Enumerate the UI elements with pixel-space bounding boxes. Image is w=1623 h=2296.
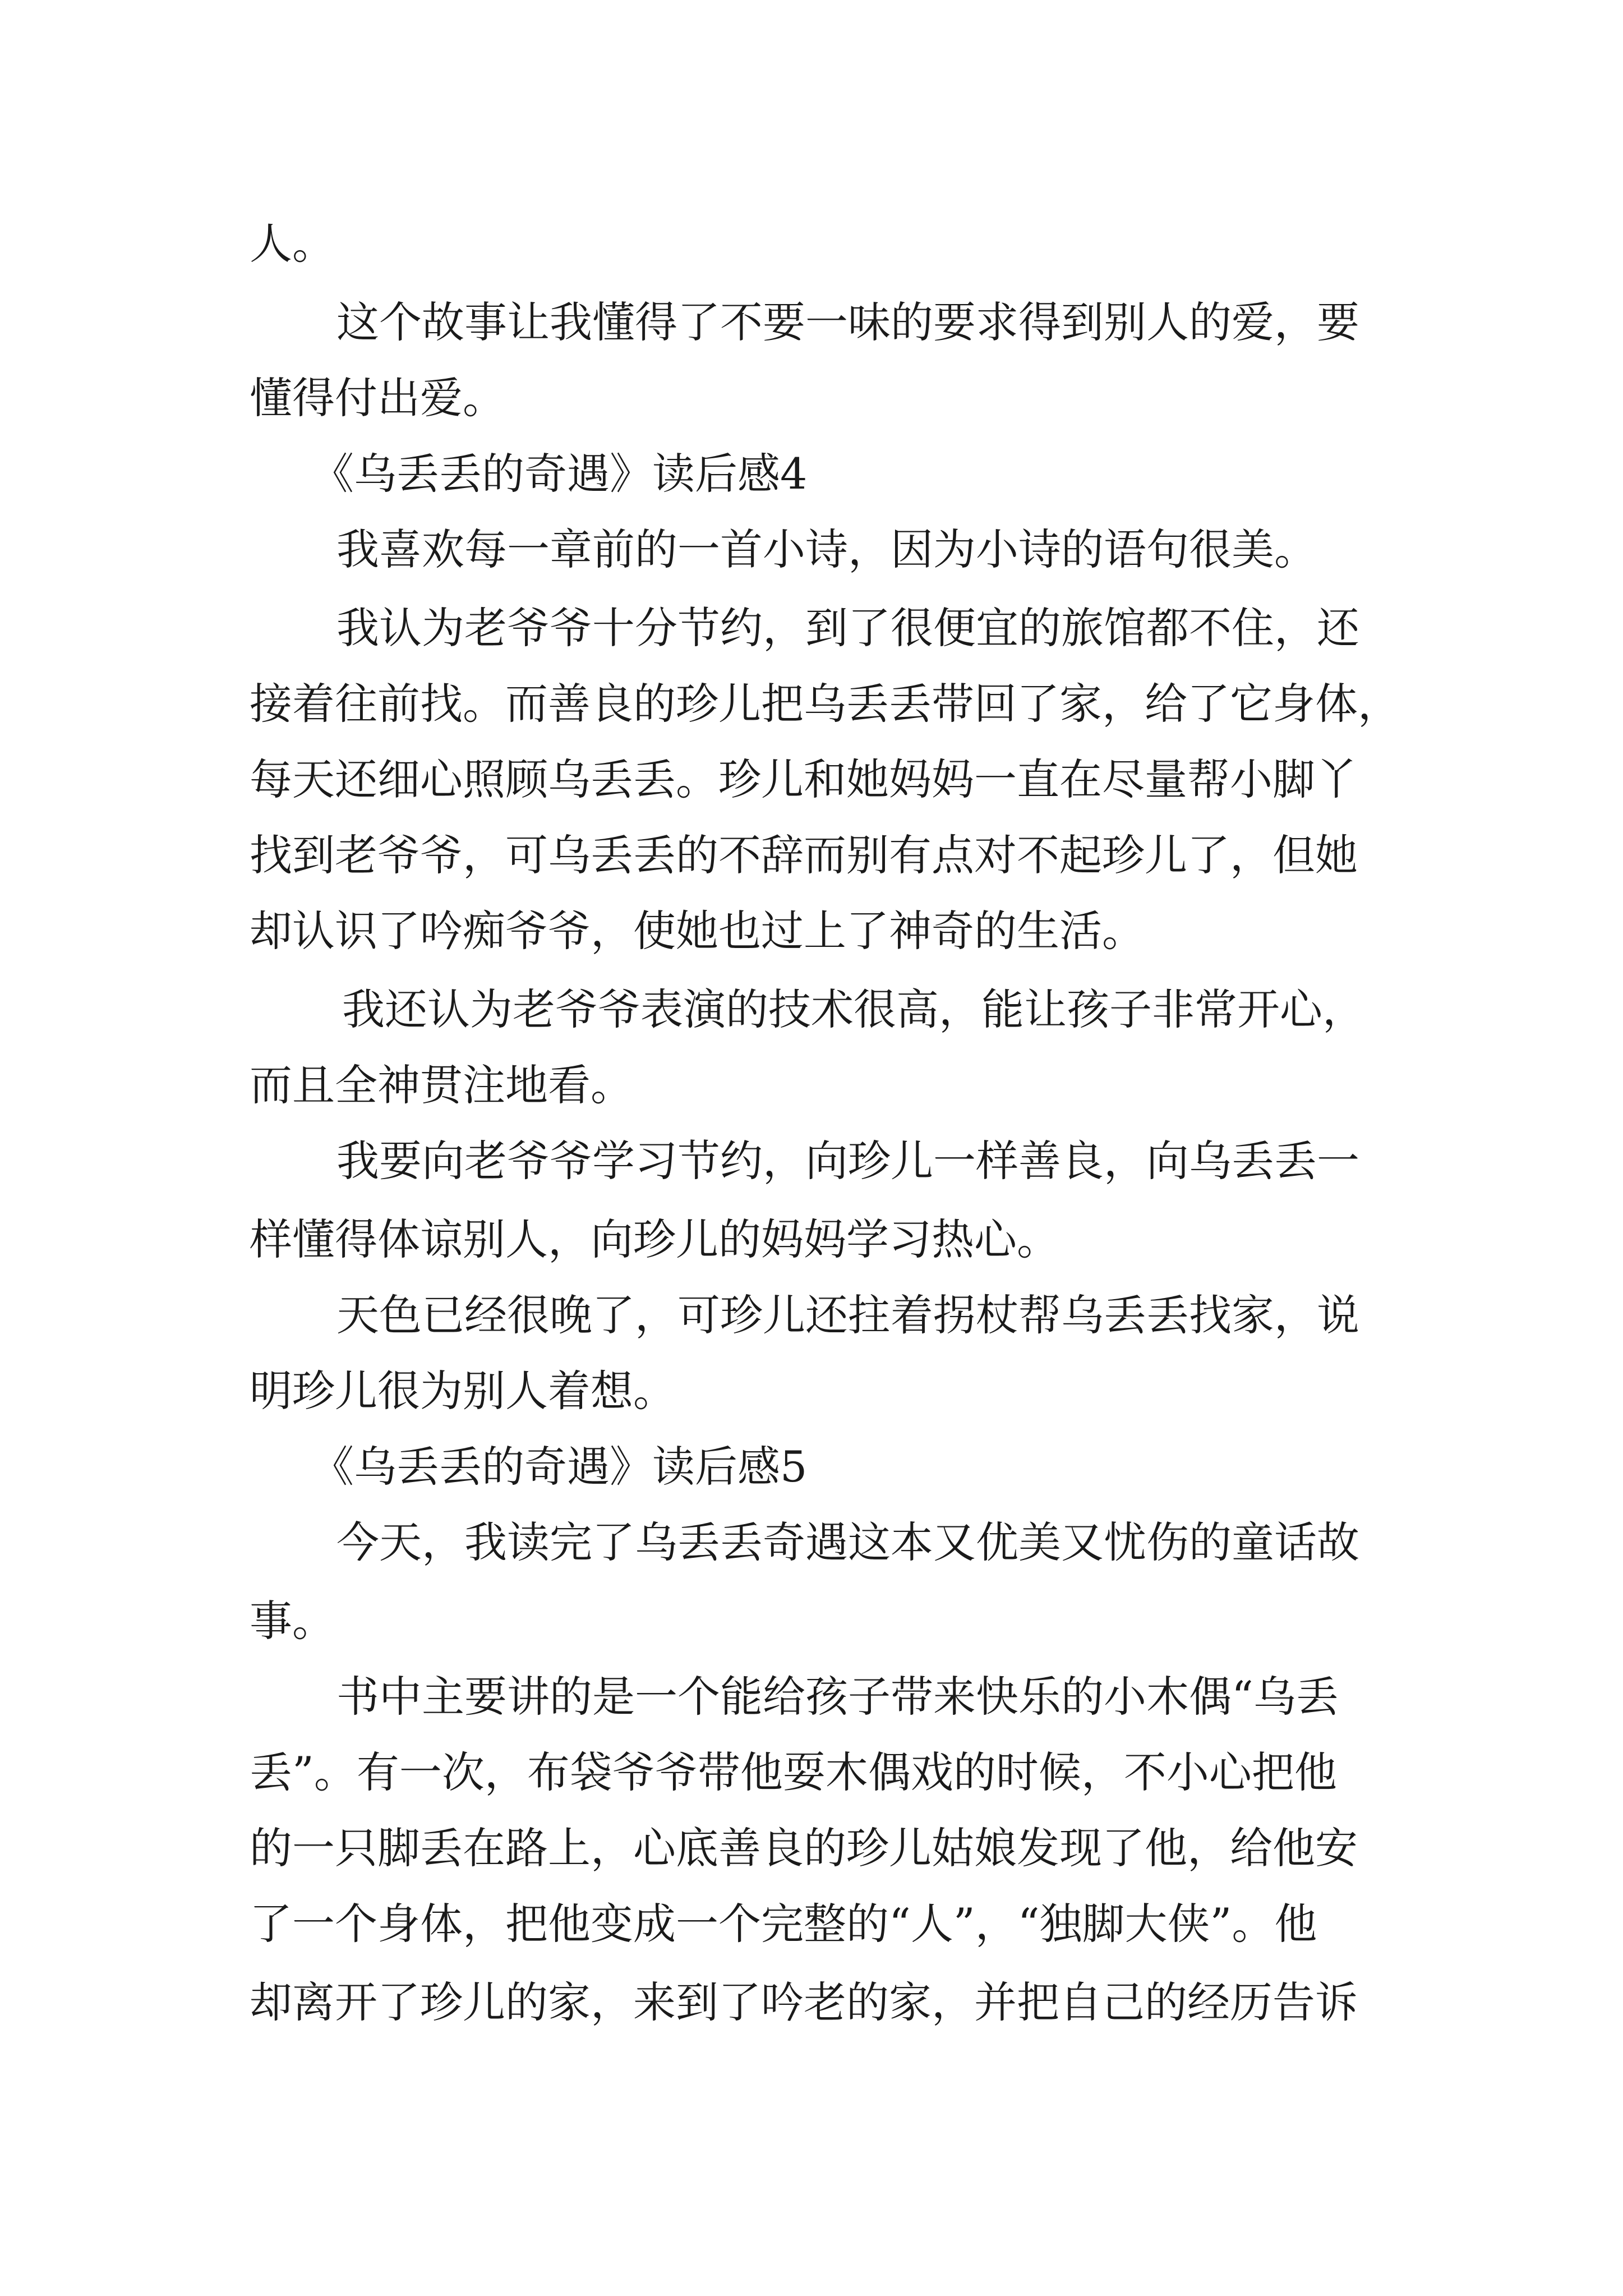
text-line: 我还认为老爷爷表演的技术很高，能让孩子非常开心，	[342, 984, 1365, 1034]
text-line: 我认为老爷爷十分节约，到了很便宜的旅馆都不住，还	[336, 603, 1359, 653]
section-heading: 《乌丢丢的奇遇》读后感4	[311, 449, 808, 499]
text-line: 而且全神贯注地看。	[250, 1060, 633, 1110]
text-line: 人。	[250, 219, 335, 269]
text-line: 却离开了珍儿的家，来到了吟老的家，并把自己的经历告诉	[250, 1977, 1358, 2027]
text-line: 这个故事让我懂得了不要一味的要求得到别人的爱，要	[336, 297, 1359, 347]
text-line: 天色已经很晚了，可珍儿还拄着拐杖帮乌丢丢找家，说	[336, 1290, 1359, 1340]
text-line: 了一个身体，把他变成一个完整的“人”，“独脚大侠”。他	[250, 1899, 1317, 1949]
text-line: 事。	[250, 1596, 335, 1646]
text-line: 样懂得体谅别人，向珍儿的妈妈学习热心。	[250, 1214, 1059, 1264]
text-line: 我要向老爷爷学习节约，向珍儿一样善良，向乌丢丢一	[336, 1136, 1359, 1186]
text-line: 丢”。有一次，布袋爷爷带他耍木偶戏的时候，不小心把他	[250, 1747, 1337, 1797]
text-line: 接着往前找。而善良的珍儿把乌丢丢带回了家，给了它身体，	[250, 679, 1400, 729]
text-line: 的一只脚丢在路上，心底善良的珍儿姑娘发现了他，给他安	[250, 1823, 1358, 1873]
text-line: 却认识了吟痴爷爷，使她也过上了神奇的生活。	[250, 906, 1145, 956]
text-line: 每天还细心照顾乌丢丢。珍儿和她妈妈一直在尽量帮小脚丫	[250, 754, 1358, 804]
text-line: 懂得付出爱。	[250, 373, 505, 423]
text-line: 找到老爷爷，可乌丢丢的不辞而别有点对不起珍儿了，但她	[250, 830, 1358, 880]
text-line: 明珍儿很为别人着想。	[250, 1366, 676, 1416]
text-line: 书中主要讲的是一个能给孩子带来快乐的小木偶“乌丢	[336, 1672, 1339, 1722]
text-line: 今天，我读完了乌丢丢奇遇这本又优美又忧伤的童话故	[336, 1517, 1359, 1567]
text-line: 我喜欢每一章前的一首小诗，因为小诗的语句很美。	[336, 524, 1317, 574]
section-heading: 《乌丢丢的奇遇》读后感5	[311, 1442, 808, 1492]
